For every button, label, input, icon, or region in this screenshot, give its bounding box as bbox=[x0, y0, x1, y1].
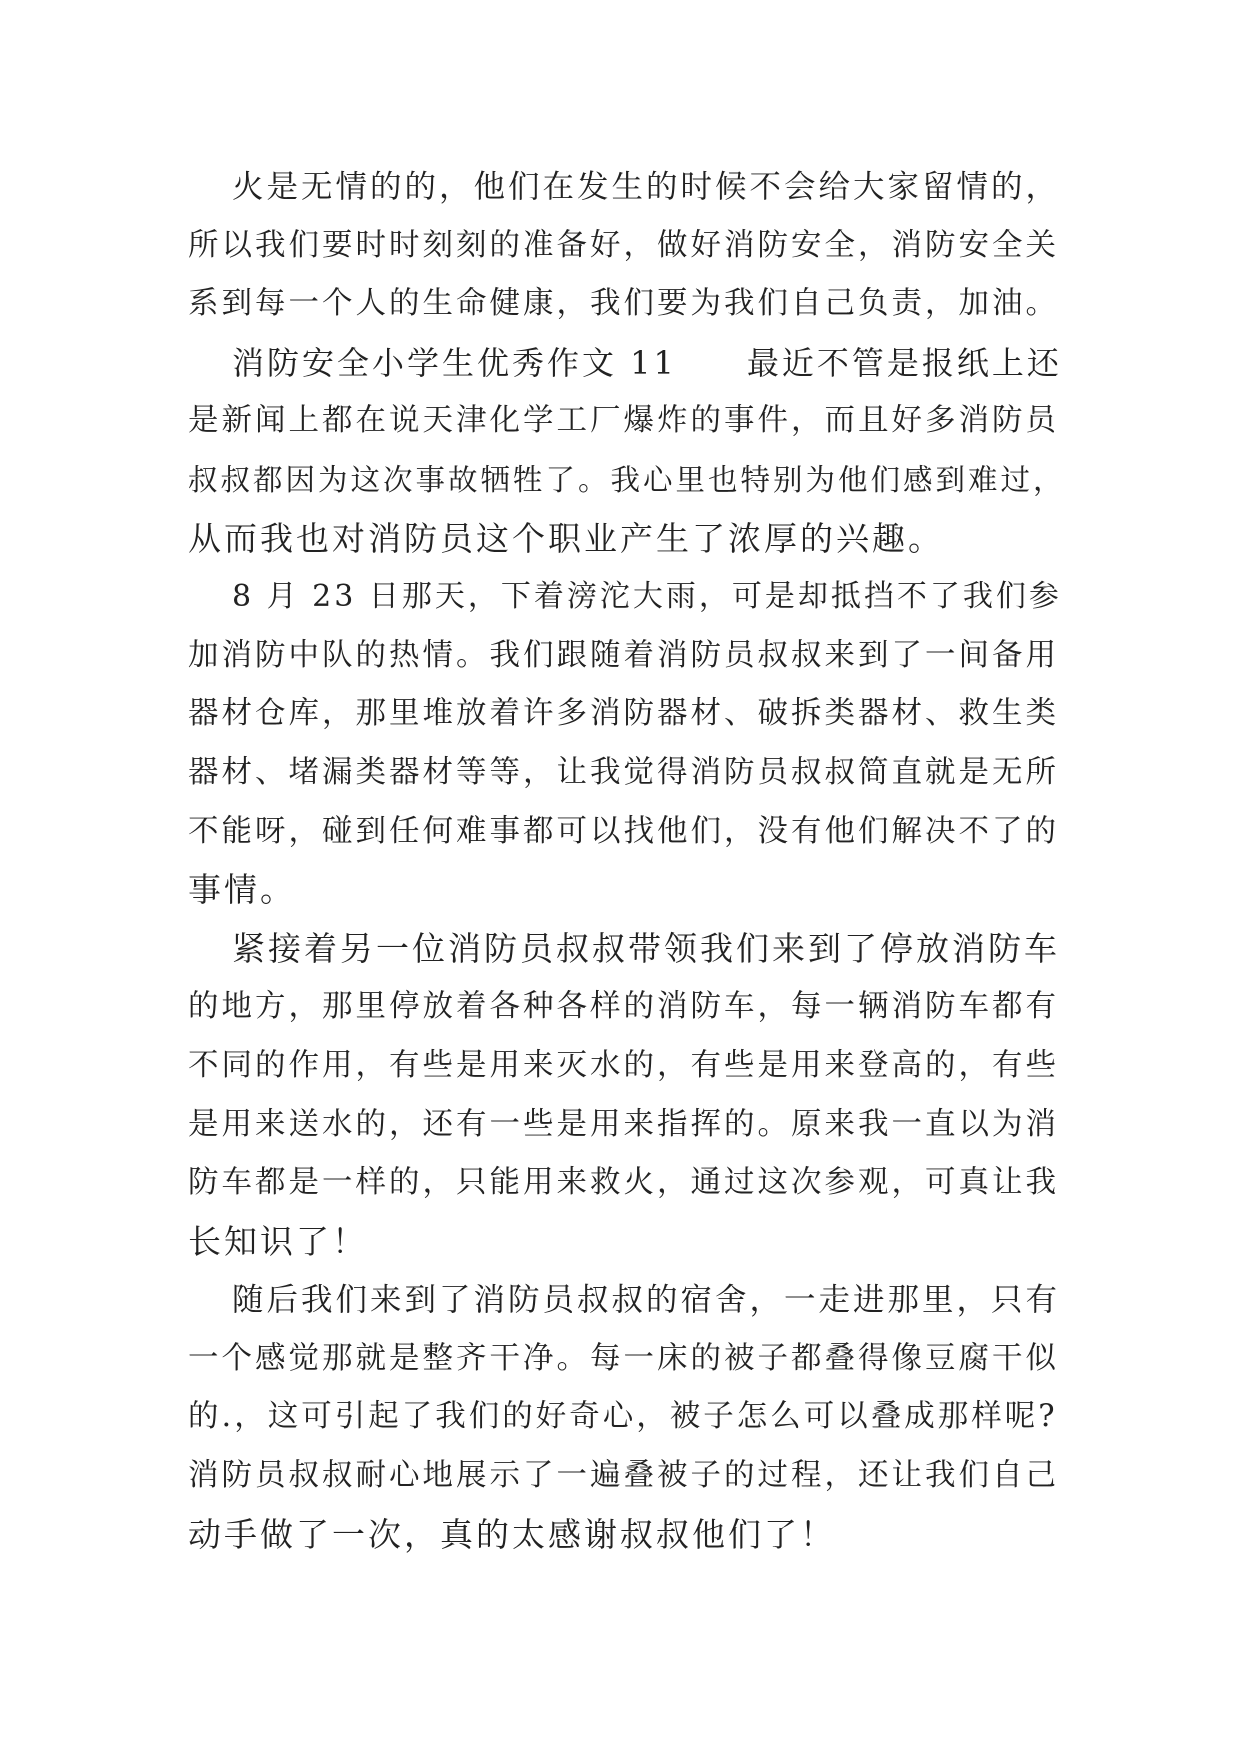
text-line: 加消防中队的热情。我们跟随着消防员叔叔来到了一间备用 bbox=[188, 637, 1059, 673]
text-line: 叔叔都因为这次事故牺牲了。我心里也特别为他们感到难过， bbox=[188, 462, 1066, 497]
text-line: 长知识了！ bbox=[188, 1221, 368, 1261]
text-line: 是新闻上都在说天津化学工厂爆炸的事件，而且好多消防员 bbox=[188, 403, 1059, 439]
text-line: 防车都是一样的，只能用来救火，通过这次参观，可真让我 bbox=[188, 1165, 1059, 1201]
text-line: 器材仓库，那里堆放着许多消防器材、破拆类器材、救生类 bbox=[188, 696, 1059, 732]
text-line: 从而我也对消防员这个职业产生了浓厚的兴趣。 bbox=[188, 518, 944, 558]
text-line: 所以我们要时时刻刻的准备好，做好消防安全，消防安全关 bbox=[188, 227, 1059, 263]
text-line: 动手做了一次，真的太感谢叔叔他们了！ bbox=[188, 1514, 836, 1554]
text-line: 不能呀，碰到任何难事都可以找他们，没有他们解决不了的 bbox=[188, 813, 1059, 849]
text-line: 器材、堵漏类器材等等，让我觉得消防员叔叔简直就是无所 bbox=[188, 754, 1059, 790]
text-line: 火是无情的的，他们在发生的时候不会给大家留情的， bbox=[232, 169, 1061, 205]
text-line: 随后我们来到了消防员叔叔的宿舍，一走进那里，只有 bbox=[232, 1282, 1061, 1319]
text-line: 的.，这可引起了我们的好奇心，被子怎么可以叠成那样呢? bbox=[188, 1399, 1058, 1435]
text-line: 8 月 23 日那天，下着滂沱大雨，可是却抵挡不了我们参 bbox=[232, 579, 1062, 615]
text-line: 事情。 bbox=[188, 870, 296, 910]
text-line: 的地方，那里停放着各种各样的消防车，每一辆消防车都有 bbox=[188, 989, 1059, 1025]
text-line: 不同的作用，有些是用来灭水的，有些是用来登高的，有些 bbox=[188, 1047, 1059, 1083]
text-line: 一个感觉那就是整齐干净。每一床的被子都叠得像豆腐干似 bbox=[188, 1340, 1059, 1376]
text-line: 是用来送水的，还有一些是用来指挥的。原来我一直以为消 bbox=[188, 1106, 1059, 1142]
text-line: 消防员叔叔耐心地展示了一遍叠被子的过程，还让我们自己 bbox=[188, 1458, 1059, 1494]
essay-body bbox=[188, 158, 1068, 1564]
text-line: 系到每一个人的生命健康，我们要为我们自己负责，加油。 bbox=[188, 286, 1059, 322]
text-line: 紧接着另一位消防员叔叔带领我们来到了停放消防车 bbox=[232, 928, 1060, 968]
text-line: 消防安全小学生优秀作文 11 最近不管是报纸上还 bbox=[232, 343, 1062, 382]
